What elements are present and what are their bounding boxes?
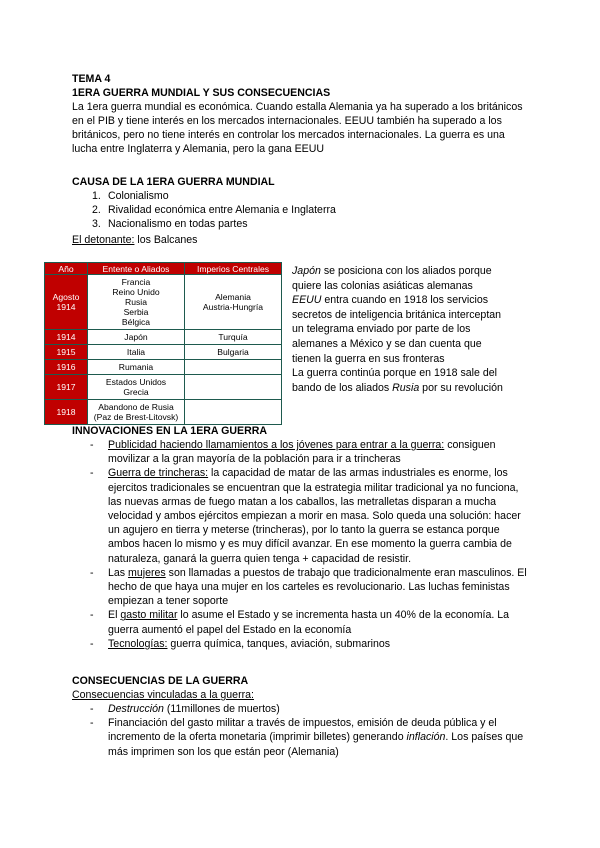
table-row [45, 275, 282, 330]
consequences-list [72, 702, 532, 759]
central-cell: Bulgaria [185, 345, 282, 360]
table-header: Año [45, 263, 88, 275]
table-row [45, 375, 282, 400]
list-item: 1. Colonialismo [92, 190, 169, 202]
central-cell: Alemania Austria-Hungría [185, 275, 282, 330]
year-cell: 1916 [45, 360, 88, 375]
year-cell: 1917 [45, 375, 88, 400]
table-header: Imperios Centrales [185, 263, 282, 275]
table-header-row [45, 263, 282, 275]
central-cell [185, 375, 282, 400]
entente-cell: Japón [88, 330, 185, 345]
trigger-line: El detonante: los Balcanes [72, 234, 198, 246]
page-title: 1ERA GUERRA MUNDIAL Y SUS CONSECUENCIAS [72, 87, 331, 99]
list-item: - Destrucción (11millones de muertos) [90, 703, 280, 715]
innovations-list [72, 438, 532, 651]
year-cell: 1914 [45, 330, 88, 345]
entente-cell: Abandono de Rusia (Paz de Brest-Litovsk) [88, 400, 185, 425]
central-cell: Turquía [185, 330, 282, 345]
war-sides-table [44, 262, 282, 425]
consequences-subtitle: Consecuencias vinculadas a la guerra: [72, 689, 254, 701]
list-item: - Financiación del gasto militar a través de impuestos, emisión de deuda pública y el incremento de la oferta monetaria (imprimir billetes) generando inflación. Los países que más imprimen son los que están peor (Alemania) [90, 717, 524, 758]
topic-label: TEMA 4 [72, 73, 111, 85]
list-item: - Guerra de trincheras: la capacidad de matar de las armas industriales es enorme, los ejercitos tradicionales se encuentran que la estrategia militar tradicional ya no funciona, las nuevas armas de fuego matan a los caballos, las metralletas disparan a mucha velocidad y ambos ejércitos empiezan a morir en masa. Solo queda una solución: hacer un agujero en tierra y meterse (trincheras), por lo tanto la guerra se estanca porque ambos hacen lo mismo y es muy difícil avanzar. En ese momento la guerra cambia de naturaleza, ganará la guerra quien tenga + capacidad de resistir. [90, 467, 521, 565]
entente-cell: Italia [88, 345, 185, 360]
central-cell [185, 360, 282, 375]
year-cell: 1915 [45, 345, 88, 360]
entente-cell: Rumania [88, 360, 185, 375]
russia-note: La guerra continúa porque en 1918 sale del bando de los aliados Rusia por su revolución [292, 367, 503, 394]
innovations-heading: INNOVACIONES EN LA 1ERA GUERRA [72, 425, 268, 437]
entente-cell: Francia Reino Unido Rusia Serbia Bélgica [88, 275, 185, 330]
entente-cell: Estados Unidos Grecia [88, 375, 185, 400]
consequences-heading: CONSECUENCIAS DE LA GUERRA [72, 675, 249, 687]
intro-paragraph: La 1era guerra mundial es económica. Cuando estalla Alemania ya ha superado a los británicos en el PIB y tiene interés en los mercados internacionales. EEUU también ha superado a los británicos, pero no tiene interés en controlar los mercados internacionales. La guerra es una lucha entre Inglaterra y Alemania, pero la gana EEUU [72, 101, 523, 155]
year-cell: Agosto 1914 [45, 275, 88, 330]
list-item: 3. Nacionalismo en todas partes [92, 218, 248, 230]
table-header: Entente o Aliados [88, 263, 185, 275]
list-item: 2. Rivalidad económica entre Alemania e Inglaterra [92, 204, 336, 216]
central-cell [185, 400, 282, 425]
table-row [45, 400, 282, 425]
usa-note: EEUU entra cuando en 1918 los servicios secretos de inteligencia británica interceptan un telegrama enviado por parte de los alemanes a México y se dan cuenta que tienen la guerra en sus fronteras [292, 294, 502, 365]
table-row [45, 330, 282, 345]
list-item: - Las mujeres son llamadas a puestos de trabajo que tradicionalmente eran masculinos. El hecho de que haya una mujer en los carteles es revolucionario. Las luchas feministas empiezan a tener soporte [90, 566, 527, 608]
list-item: - Publicidad haciendo llamamientos a los jóvenes para entrar a la guerra: consiguen movilizar a la gran mayoría de la población para ir a trincheras [90, 439, 496, 466]
side-notes [292, 264, 512, 395]
japan-note: Japón se posiciona con los aliados porque quiere las colonias asiáticas alemanas [292, 265, 492, 292]
list-item: - Tecnologías: guerra química, tanques, aviación, submarinos [90, 637, 391, 650]
list-item: - El gasto militar lo asume el Estado y se incrementa hasta un 40% de la economía. La guerra aumentó el papel del Estado en la economía [90, 609, 510, 636]
causes-heading: CAUSA DE LA 1ERA GUERRA MUNDIAL [72, 176, 275, 188]
table-row [45, 360, 282, 375]
year-cell: 1918 [45, 400, 88, 425]
causes-list [92, 189, 336, 231]
table-row [45, 345, 282, 360]
